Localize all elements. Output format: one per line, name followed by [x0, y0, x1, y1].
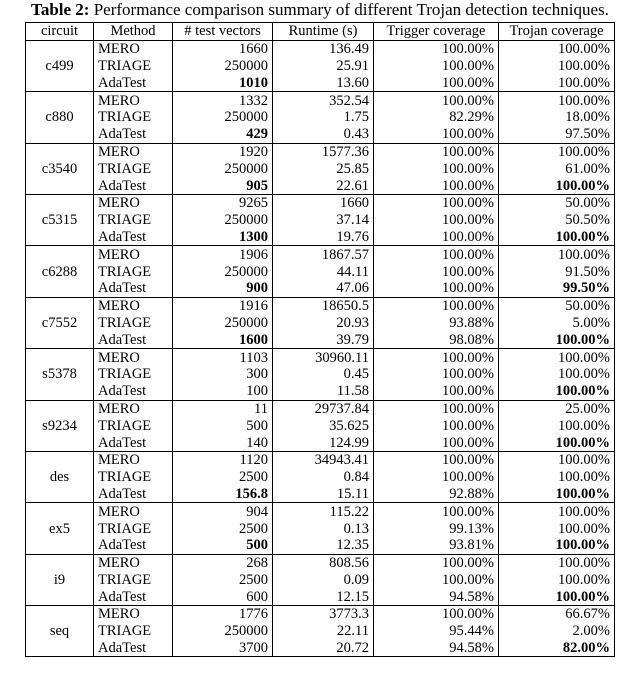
table-row — [26, 194, 615, 211]
table-row — [26, 417, 615, 434]
method-cell: TRIAGE — [94, 366, 173, 383]
trojan-coverage-cell: 100.00% — [499, 143, 615, 160]
circuit-cell: s9234 — [26, 400, 94, 451]
vectors-cell: 1332 — [173, 92, 273, 109]
vectors-cell: 156.8 — [173, 486, 273, 503]
runtime-cell: 37.14 — [273, 212, 374, 229]
vectors-cell: 500 — [173, 417, 273, 434]
table-row — [26, 109, 615, 126]
trojan-coverage-cell: 100.00% — [499, 537, 615, 554]
trigger-coverage-cell: 100.00% — [374, 143, 499, 160]
method-cell: AdaTest — [94, 383, 173, 400]
header-circuit: circuit — [26, 23, 94, 41]
circuit-cell: c6288 — [26, 246, 94, 297]
runtime-cell: 0.13 — [273, 520, 374, 537]
trojan-coverage-cell: 100.00% — [499, 92, 615, 109]
runtime-cell: 0.43 — [273, 126, 374, 143]
method-cell: MERO — [94, 606, 173, 623]
table-row — [26, 280, 615, 297]
trojan-coverage-cell: 100.00% — [499, 58, 615, 75]
trigger-coverage-cell: 100.00% — [374, 554, 499, 571]
runtime-cell: 25.91 — [273, 58, 374, 75]
trigger-coverage-cell: 100.00% — [374, 572, 499, 589]
method-cell: MERO — [94, 40, 173, 57]
vectors-cell: 2500 — [173, 572, 273, 589]
vectors-cell: 1920 — [173, 143, 273, 160]
method-cell: TRIAGE — [94, 58, 173, 75]
trojan-coverage-cell: 66.67% — [499, 606, 615, 623]
trigger-coverage-cell: 100.00% — [374, 246, 499, 263]
trigger-coverage-cell: 100.00% — [374, 434, 499, 451]
trigger-coverage-cell: 100.00% — [374, 606, 499, 623]
vectors-cell: 250000 — [173, 315, 273, 332]
trojan-coverage-cell: 100.00% — [499, 469, 615, 486]
header-trojan-coverage: Trojan coverage — [499, 23, 615, 41]
trigger-coverage-cell: 93.88% — [374, 315, 499, 332]
method-cell: MERO — [94, 451, 173, 468]
trojan-coverage-cell: 25.00% — [499, 400, 615, 417]
circuit-cell: des — [26, 451, 94, 502]
table-row — [26, 40, 615, 57]
vectors-cell: 2500 — [173, 469, 273, 486]
trojan-coverage-cell: 100.00% — [499, 451, 615, 468]
trigger-coverage-cell: 100.00% — [374, 229, 499, 246]
trigger-coverage-cell: 100.00% — [374, 349, 499, 366]
runtime-cell: 115.22 — [273, 503, 374, 520]
vectors-cell: 905 — [173, 177, 273, 194]
runtime-cell: 19.76 — [273, 229, 374, 246]
method-cell: AdaTest — [94, 588, 173, 605]
vectors-cell: 140 — [173, 434, 273, 451]
trigger-coverage-cell: 92.88% — [374, 486, 499, 503]
vectors-cell: 300 — [173, 366, 273, 383]
trigger-coverage-cell: 100.00% — [374, 58, 499, 75]
vectors-cell: 1120 — [173, 451, 273, 468]
trojan-coverage-cell: 97.50% — [499, 126, 615, 143]
circuit-cell: s5378 — [26, 349, 94, 400]
table-row — [26, 315, 615, 332]
table-row — [26, 606, 615, 623]
circuit-cell: c880 — [26, 92, 94, 143]
runtime-cell: 25.85 — [273, 160, 374, 177]
runtime-cell: 0.45 — [273, 366, 374, 383]
vectors-cell: 1906 — [173, 246, 273, 263]
table-row — [26, 503, 615, 520]
method-cell: AdaTest — [94, 486, 173, 503]
trigger-coverage-cell: 100.00% — [374, 400, 499, 417]
vectors-cell: 3700 — [173, 640, 273, 657]
trojan-coverage-cell: 82.00% — [499, 640, 615, 657]
trigger-coverage-cell: 100.00% — [374, 366, 499, 383]
method-cell: TRIAGE — [94, 212, 173, 229]
table-row — [26, 143, 615, 160]
trojan-coverage-cell: 100.00% — [499, 177, 615, 194]
circuit-cell: seq — [26, 606, 94, 657]
vectors-cell: 1103 — [173, 349, 273, 366]
trojan-coverage-cell: 100.00% — [499, 349, 615, 366]
trigger-coverage-cell: 100.00% — [374, 40, 499, 57]
table-row — [26, 451, 615, 468]
circuit-cell: ex5 — [26, 503, 94, 554]
method-cell: TRIAGE — [94, 109, 173, 126]
vectors-cell: 250000 — [173, 109, 273, 126]
trojan-coverage-cell: 100.00% — [499, 486, 615, 503]
table-row — [26, 469, 615, 486]
trigger-coverage-cell: 100.00% — [374, 194, 499, 211]
trigger-coverage-cell: 100.00% — [374, 383, 499, 400]
vectors-cell: 1010 — [173, 74, 273, 91]
trojan-coverage-cell: 61.00% — [499, 160, 615, 177]
trojan-coverage-cell: 100.00% — [499, 417, 615, 434]
vectors-cell: 268 — [173, 554, 273, 571]
table-row — [26, 212, 615, 229]
runtime-cell: 124.99 — [273, 434, 374, 451]
vectors-cell: 1776 — [173, 606, 273, 623]
table-row — [26, 434, 615, 451]
trigger-coverage-cell: 100.00% — [374, 177, 499, 194]
runtime-cell: 11.58 — [273, 383, 374, 400]
runtime-cell: 39.79 — [273, 331, 374, 348]
trigger-coverage-cell: 100.00% — [374, 280, 499, 297]
trigger-coverage-cell: 100.00% — [374, 417, 499, 434]
runtime-cell: 1.75 — [273, 109, 374, 126]
method-cell: MERO — [94, 246, 173, 263]
circuit-cell: c5315 — [26, 194, 94, 245]
vectors-cell: 2500 — [173, 520, 273, 537]
trojan-coverage-cell: 100.00% — [499, 383, 615, 400]
vectors-cell: 1916 — [173, 297, 273, 314]
table-row — [26, 640, 615, 657]
trigger-coverage-cell: 100.00% — [374, 297, 499, 314]
trojan-coverage-cell: 50.00% — [499, 297, 615, 314]
method-cell: AdaTest — [94, 434, 173, 451]
trojan-coverage-cell: 100.00% — [499, 331, 615, 348]
trojan-coverage-cell: 2.00% — [499, 623, 615, 640]
table-row — [26, 366, 615, 383]
vectors-cell: 429 — [173, 126, 273, 143]
trigger-coverage-cell: 100.00% — [374, 469, 499, 486]
method-cell: TRIAGE — [94, 263, 173, 280]
table-row — [26, 58, 615, 75]
runtime-cell: 808.56 — [273, 554, 374, 571]
method-cell: AdaTest — [94, 280, 173, 297]
method-cell: MERO — [94, 554, 173, 571]
trigger-coverage-cell: 100.00% — [374, 451, 499, 468]
trigger-coverage-cell: 100.00% — [374, 126, 499, 143]
runtime-cell: 136.49 — [273, 40, 374, 57]
header-row — [26, 23, 615, 41]
table-row — [26, 263, 615, 280]
trigger-coverage-cell: 95.44% — [374, 623, 499, 640]
trojan-coverage-cell: 50.50% — [499, 212, 615, 229]
table-row — [26, 349, 615, 366]
trigger-coverage-cell: 100.00% — [374, 212, 499, 229]
method-cell: AdaTest — [94, 537, 173, 554]
runtime-cell: 13.60 — [273, 74, 374, 91]
vectors-cell: 1660 — [173, 40, 273, 57]
header-trigger-coverage: Trigger coverage — [374, 23, 499, 41]
trojan-coverage-cell: 100.00% — [499, 246, 615, 263]
method-cell: TRIAGE — [94, 572, 173, 589]
trigger-coverage-cell: 100.00% — [374, 160, 499, 177]
runtime-cell: 22.11 — [273, 623, 374, 640]
table-row — [26, 400, 615, 417]
trigger-coverage-cell: 100.00% — [374, 503, 499, 520]
runtime-cell: 30960.11 — [273, 349, 374, 366]
runtime-cell: 18650.5 — [273, 297, 374, 314]
method-cell: MERO — [94, 194, 173, 211]
table-row — [26, 623, 615, 640]
trigger-coverage-cell: 98.08% — [374, 331, 499, 348]
vectors-cell: 1600 — [173, 331, 273, 348]
trojan-coverage-cell: 100.00% — [499, 74, 615, 91]
runtime-cell: 1867.57 — [273, 246, 374, 263]
method-cell: TRIAGE — [94, 160, 173, 177]
trojan-coverage-cell: 100.00% — [499, 434, 615, 451]
vectors-cell: 250000 — [173, 160, 273, 177]
table-row — [26, 160, 615, 177]
runtime-cell: 12.35 — [273, 537, 374, 554]
method-cell: TRIAGE — [94, 469, 173, 486]
trojan-coverage-cell: 5.00% — [499, 315, 615, 332]
trojan-coverage-cell: 99.50% — [499, 280, 615, 297]
table-row — [26, 297, 615, 314]
trigger-coverage-cell: 100.00% — [374, 263, 499, 280]
runtime-cell: 0.84 — [273, 469, 374, 486]
method-cell: MERO — [94, 92, 173, 109]
vectors-cell: 100 — [173, 383, 273, 400]
trigger-coverage-cell: 82.29% — [374, 109, 499, 126]
runtime-cell: 35.625 — [273, 417, 374, 434]
trojan-coverage-cell: 100.00% — [499, 572, 615, 589]
method-cell: AdaTest — [94, 177, 173, 194]
runtime-cell: 34943.41 — [273, 451, 374, 468]
vectors-cell: 11 — [173, 400, 273, 417]
runtime-cell: 1577.36 — [273, 143, 374, 160]
runtime-cell: 29737.84 — [273, 400, 374, 417]
trojan-coverage-cell: 100.00% — [499, 588, 615, 605]
method-cell: AdaTest — [94, 126, 173, 143]
table-row — [26, 126, 615, 143]
header-runtime: Runtime (s) — [273, 23, 374, 41]
trigger-coverage-cell: 93.81% — [374, 537, 499, 554]
caption-label: Table 2: — [31, 0, 90, 19]
table-caption — [0, 0, 640, 22]
method-cell: MERO — [94, 349, 173, 366]
table-row — [26, 554, 615, 571]
runtime-cell: 47.06 — [273, 280, 374, 297]
trigger-coverage-cell: 99.13% — [374, 520, 499, 537]
trigger-coverage-cell: 94.58% — [374, 640, 499, 657]
table-row — [26, 177, 615, 194]
runtime-cell: 3773.3 — [273, 606, 374, 623]
circuit-cell: c7552 — [26, 297, 94, 348]
header-method: Method — [94, 23, 173, 41]
method-cell: TRIAGE — [94, 417, 173, 434]
table-row — [26, 572, 615, 589]
table-row — [26, 520, 615, 537]
runtime-cell: 44.11 — [273, 263, 374, 280]
table-row — [26, 588, 615, 605]
method-cell: AdaTest — [94, 331, 173, 348]
table-row — [26, 229, 615, 246]
trigger-coverage-cell: 100.00% — [374, 92, 499, 109]
runtime-cell: 20.93 — [273, 315, 374, 332]
method-cell: MERO — [94, 503, 173, 520]
method-cell: MERO — [94, 297, 173, 314]
method-cell: MERO — [94, 400, 173, 417]
circuit-cell: i9 — [26, 554, 94, 605]
vectors-cell: 500 — [173, 537, 273, 554]
trojan-coverage-cell: 50.00% — [499, 194, 615, 211]
vectors-cell: 1300 — [173, 229, 273, 246]
vectors-cell: 9265 — [173, 194, 273, 211]
method-cell: TRIAGE — [94, 520, 173, 537]
trojan-coverage-cell: 91.50% — [499, 263, 615, 280]
trojan-coverage-cell: 18.00% — [499, 109, 615, 126]
runtime-cell: 22.61 — [273, 177, 374, 194]
table-row — [26, 383, 615, 400]
trigger-coverage-cell: 94.58% — [374, 588, 499, 605]
comparison-table — [25, 22, 615, 657]
trojan-coverage-cell: 100.00% — [499, 366, 615, 383]
method-cell: AdaTest — [94, 640, 173, 657]
runtime-cell: 15.11 — [273, 486, 374, 503]
caption-text: Performance comparison summary of different Trojan detection techniques. — [93, 0, 609, 19]
header-test-vectors: # test vectors — [173, 23, 273, 41]
vectors-cell: 904 — [173, 503, 273, 520]
table-row — [26, 74, 615, 91]
vectors-cell: 250000 — [173, 212, 273, 229]
runtime-cell: 352.54 — [273, 92, 374, 109]
runtime-cell: 12.15 — [273, 588, 374, 605]
method-cell: MERO — [94, 143, 173, 160]
trojan-coverage-cell: 100.00% — [499, 554, 615, 571]
vectors-cell: 250000 — [173, 263, 273, 280]
vectors-cell: 900 — [173, 280, 273, 297]
table-row — [26, 537, 615, 554]
circuit-cell: c3540 — [26, 143, 94, 194]
method-cell: TRIAGE — [94, 623, 173, 640]
method-cell: AdaTest — [94, 229, 173, 246]
trojan-coverage-cell: 100.00% — [499, 40, 615, 57]
table-row — [26, 331, 615, 348]
table-row — [26, 92, 615, 109]
circuit-cell: c499 — [26, 40, 94, 91]
vectors-cell: 250000 — [173, 58, 273, 75]
trigger-coverage-cell: 100.00% — [374, 74, 499, 91]
trojan-coverage-cell: 100.00% — [499, 503, 615, 520]
runtime-cell: 20.72 — [273, 640, 374, 657]
table-row — [26, 486, 615, 503]
vectors-cell: 600 — [173, 588, 273, 605]
method-cell: TRIAGE — [94, 315, 173, 332]
vectors-cell: 250000 — [173, 623, 273, 640]
runtime-cell: 1660 — [273, 194, 374, 211]
table-body — [26, 40, 615, 657]
method-cell: AdaTest — [94, 74, 173, 91]
trojan-coverage-cell: 100.00% — [499, 229, 615, 246]
runtime-cell: 0.09 — [273, 572, 374, 589]
table-row — [26, 246, 615, 263]
trojan-coverage-cell: 100.00% — [499, 520, 615, 537]
